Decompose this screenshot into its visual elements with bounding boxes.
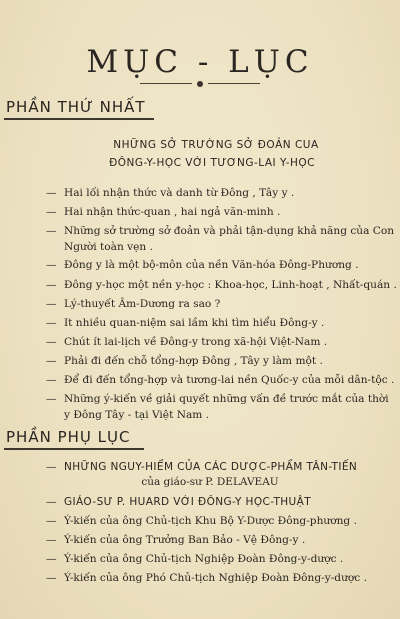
part1-heading-rule bbox=[4, 118, 154, 120]
title-ornament bbox=[140, 80, 260, 88]
ornament-line-left bbox=[140, 83, 192, 84]
list-dash: — bbox=[46, 298, 57, 310]
list-dash: — bbox=[46, 225, 57, 237]
list-dash: — bbox=[46, 317, 57, 329]
list-dash: — bbox=[46, 279, 57, 291]
appendix-entry-title: GIÁO-SƯ P. HUARD VỚI ĐÔNG-Y HỌC-THUẬT bbox=[64, 496, 312, 508]
list-item: Lý-thuyết Âm-Dương ra sao ? bbox=[64, 298, 221, 310]
ornament-dot bbox=[197, 81, 203, 87]
list-item: Để đi đến tổng-hợp và tương-lai nền Quốc-y của mỗi dân-tộc . bbox=[64, 374, 395, 386]
list-item: It nhiều quan-niệm sai lầm khi tìm hiểu Đông-y . bbox=[64, 317, 325, 329]
list-dash: — bbox=[46, 259, 57, 271]
list-dash: — bbox=[46, 534, 57, 546]
list-dash: — bbox=[46, 187, 57, 199]
list-dash: — bbox=[46, 496, 57, 508]
part1-subtitle-line2: ĐÔNG-Y-HỌC VỚI TƯƠNG-LAI Y-HỌC bbox=[109, 157, 315, 169]
list-item: Hai lối nhận thức và danh từ Đông , Tây y . bbox=[64, 187, 295, 199]
page-title: MỤC - LỤC bbox=[86, 44, 314, 80]
list-item: Hai nhận thức-quan , hai ngả văn-minh . bbox=[64, 206, 281, 218]
list-item: Những ý-kiến về giải quyết những vấn đề trước mắt của thời bbox=[64, 393, 389, 405]
list-dash: — bbox=[46, 572, 57, 584]
list-item: Đông y là một bộ-môn của nền Văn-hóa Đông-Phương . bbox=[64, 259, 359, 271]
list-dash: — bbox=[46, 461, 57, 473]
list-item: Chút ít lai-lịch về Đông-y trong xã-hội Việt-Nam . bbox=[64, 336, 328, 348]
part2-heading-rule bbox=[4, 448, 144, 450]
list-item-continuation: Người toàn vẹn . bbox=[64, 241, 153, 253]
list-dash: — bbox=[46, 553, 57, 565]
list-dash: — bbox=[46, 336, 57, 348]
list-dash: — bbox=[46, 515, 57, 527]
list-item: Ý-kiến của ông Chủ-tịch Khu Bộ Y-Dược Đông-phương . bbox=[64, 515, 357, 527]
list-item: Ý-kiến của ông Phó Chủ-tịch Nghiệp Đoàn Đông-y-dược . bbox=[64, 572, 367, 584]
list-item: Ý-kiến của ông Trưởng Ban Bảo - Vệ Đông-y . bbox=[64, 534, 306, 546]
appendix-entry-author: của giáo-sư P. DELAVEAU bbox=[141, 476, 279, 488]
list-dash: — bbox=[46, 393, 57, 405]
appendix-entry-title: NHỮNG NGUY-HIỂM CỦA CÁC DƯỢC-PHẨM TÂN-TIẾN bbox=[64, 461, 358, 473]
list-item: Ý-kiến của ông Chủ-tịch Nghiệp Đoàn Đông-y-dược . bbox=[64, 553, 344, 565]
list-item: Phải đi đến chỗ tổng-hợp Đông , Tây y làm một . bbox=[64, 355, 323, 367]
ornament-line-right bbox=[208, 83, 260, 84]
part1-subtitle-line1: NHỮNG SỞ TRƯỜNG SỞ ĐOẢN CUA bbox=[113, 139, 319, 151]
list-dash: — bbox=[46, 355, 57, 367]
list-dash: — bbox=[46, 374, 57, 386]
list-item: Đông y-học một nền y-học : Khoa-học, Linh-hoạt , Nhất-quán . bbox=[64, 279, 397, 291]
list-item: Những sở trường sở đoản và phải tận-dụng khả năng của Con bbox=[64, 225, 395, 237]
list-dash: — bbox=[46, 206, 57, 218]
list-item-continuation: y Đông Tây - tại Việt Nam . bbox=[64, 409, 210, 421]
part2-heading: PHẦN PHỤ LỤC bbox=[6, 428, 131, 446]
part1-heading: PHẦN THỨ NHẤT bbox=[6, 98, 146, 116]
